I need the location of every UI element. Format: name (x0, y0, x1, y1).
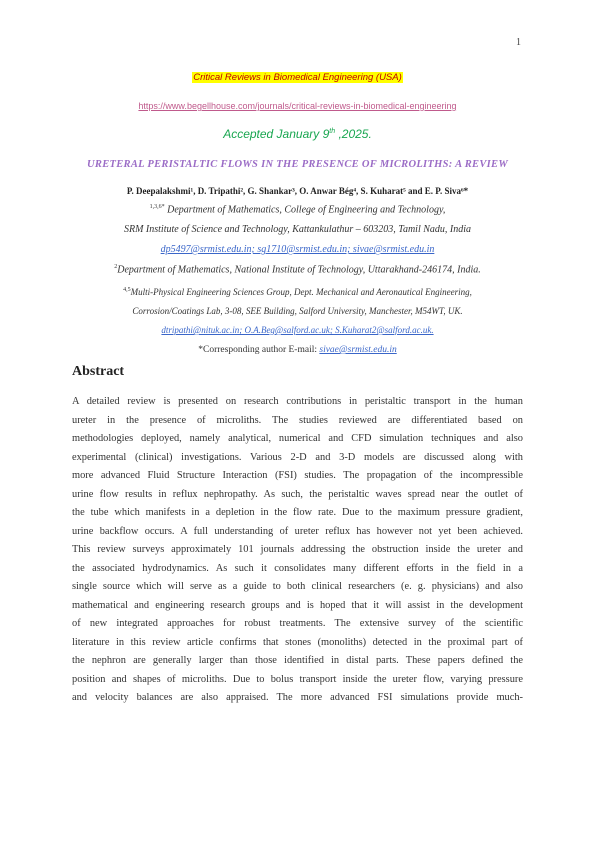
affiliation-2 (60, 264, 535, 275)
abstract-line: the associated hydrodynamics. As such it consolidates many different efforts in the field in a (72, 562, 523, 574)
accepted-date (60, 127, 535, 141)
affiliation-3-cont: Corrosion/Coatings Lab, 3-08, SEE Building, Salford University, Manchester, M54WT, UK. (132, 306, 463, 316)
journal-name (60, 72, 535, 83)
paper-title: URETERAL PERISTALTIC FLOWS IN THE PRESENCE OF MICROLITHS: A REVIEW (87, 159, 508, 170)
affiliation-2-sup: 2 (114, 264, 118, 270)
corresponding-author (60, 345, 535, 355)
journal-highlight: Critical Reviews in Biomedical Engineering (USA) (193, 72, 402, 83)
abstract-line: experimental (clinical) investigations. Various 2-D and 3-D models are discussed along with (72, 451, 523, 463)
author-list: P. Deepalakshmi¹, D. Tripathi², G. Shankar³, O. Anwar Bég⁴, S. Kuharat⁵ and E. P. Siva⁶* (126, 186, 469, 196)
affiliation-1-text: Department of Mathematics, College of Engineering and Technology, (164, 204, 446, 216)
affiliation-3-sup: 4,5 (123, 287, 131, 293)
abstract-line: A detailed review is presented on research contributions in peristaltic transport in the human (72, 396, 523, 407)
abstract-line: This review surveys approximately 101 journals addressing the obstruction inside the ureter and (72, 544, 523, 555)
abstract-line: more advanced Fluid Structure Interaction (FSI) studies. The propagation of the incompressible (72, 470, 523, 481)
page-number: 1 (516, 37, 521, 48)
abstract-line: single source which will serve as a guide to both clinical researchers (e. g. physicians) and also (72, 581, 523, 592)
abstract-body (72, 393, 523, 708)
abstract-line: literature in this review article confirms that stones (monoliths) detected in the proximal part of (72, 636, 523, 648)
abstract-line: position and shapes of microliths. Due to bolus transport inside the ureter flow, varying pressure (72, 673, 523, 685)
abstract-line: urine backflow occurs. A full understanding of ureter reflux has however not yet been achieved. (72, 525, 523, 537)
corresponding-label: *Corresponding author E-mail: (198, 345, 320, 355)
abstract-line: mathematical and engineering research groups and is hoped that it will assist in the development (72, 599, 523, 611)
affiliation-2-text: Department of Mathematics, National Institute of Technology, Uttarakhand-246174, India. (117, 264, 481, 276)
journal-url-link[interactable]: https://www.begellhouse.com/journals/critical-reviews-in-biomedical-engineering (138, 101, 457, 111)
corresponding-email-link[interactable]: sivae@srmist.edu.in (319, 345, 397, 355)
affiliation-1-cont: SRM Institute of Science and Technology, Kattankulathur – 603203, Tamil Nadu, India (123, 224, 472, 235)
abstract-line: methodologies deployed, namely analytical, numerical and CFD simulation techniques and also (72, 433, 523, 444)
abstract-line: the tube which manifests in a depletion in the flow rate. Due to the maximum pressure gradient, (72, 507, 523, 518)
affiliation-1-sup: 1,3,6* (149, 204, 165, 210)
affiliation-3 (60, 287, 535, 297)
abstract-heading: Abstract (72, 364, 125, 379)
abstract-line: and velocity balances are also appraised. The more advanced FSI simulations provide much- (72, 692, 523, 703)
accepted-suffix: ,2025. (335, 127, 372, 141)
affiliation-1 (60, 204, 535, 215)
abstract-line: of new integrated approaches for robust treatments. The extensive survey of the scientific (72, 618, 523, 629)
abstract-line: urine flow results in reflux nephropathy. As such, the peristaltic waves spread near the outlet of (72, 488, 523, 500)
affiliation-3-text: Multi-Physical Engineering Sciences Group, Dept. Mechanical and Aeronautical Engineering, (130, 287, 472, 297)
accepted-sup: th (329, 128, 336, 135)
email-links-2 (60, 325, 535, 335)
abstract-line: ureter in the presence of microliths. The studies reviewed are differentiated based on (72, 414, 523, 426)
email-links-2-text[interactable]: dtripathi@nituk.ac.in; O.A.Beg@salford.ac.uk; S.Kuharat2@salford.ac.uk. (161, 325, 434, 335)
email-links-1[interactable]: dp5497@srmist.edu.in; sg1710@srmist.edu.in; sivae@srmist.edu.in (160, 244, 435, 255)
accepted-prefix: Accepted January 9 (223, 127, 330, 141)
abstract-line: the nephron are generally larger than those identified in distal parts. These papers defined the (72, 655, 523, 666)
